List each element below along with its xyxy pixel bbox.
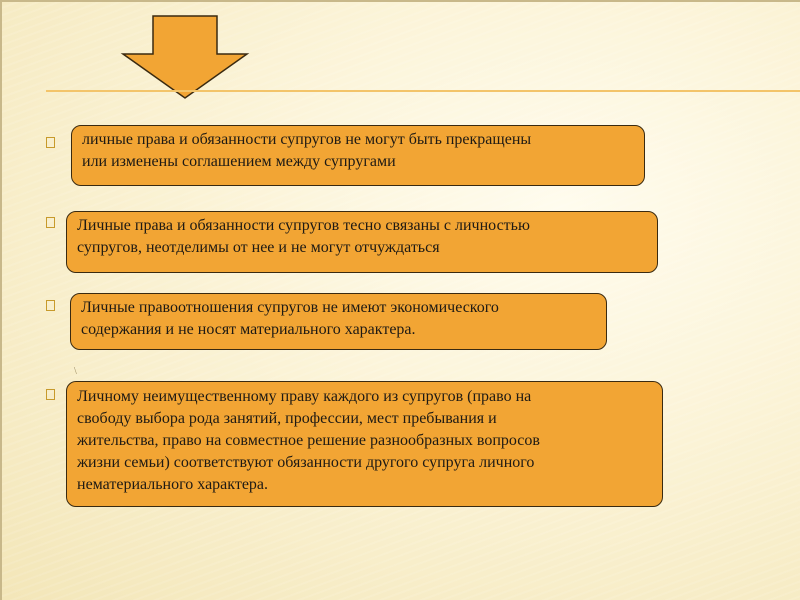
slide-frame-top — [0, 0, 800, 2]
square-bullet-icon — [46, 217, 58, 229]
square-bullet-icon — [46, 389, 58, 401]
square-bullet-icon — [46, 300, 58, 312]
statement-box-3: Личные правоотношения супругов не имеют экономического содержания и не носят материального характера. — [70, 293, 607, 350]
statement-box-1: личные права и обязанности супругов не могут быть прекращены или изменены соглашением между супругами — [71, 125, 645, 186]
down-arrow-icon — [120, 14, 250, 100]
stray-mark: \ — [74, 366, 77, 377]
statement-box-2: Личные права и обязанности супругов тесно связаны с личностью супругов, неотделимы от нее и не могут отчуждаться — [66, 211, 658, 273]
statement-box-4: Личному неимущественному праву каждого из супругов (право на свободу выбора рода занятий, профессии, мест пребывания и жительства, право на совместное решение разнообразных вопросов жизни семьи) соответствуют обязанности другого супруга личного нематериального характера. — [66, 381, 663, 507]
square-bullet-icon — [46, 137, 58, 149]
title-divider — [46, 90, 800, 92]
slide-frame-left — [0, 0, 2, 600]
